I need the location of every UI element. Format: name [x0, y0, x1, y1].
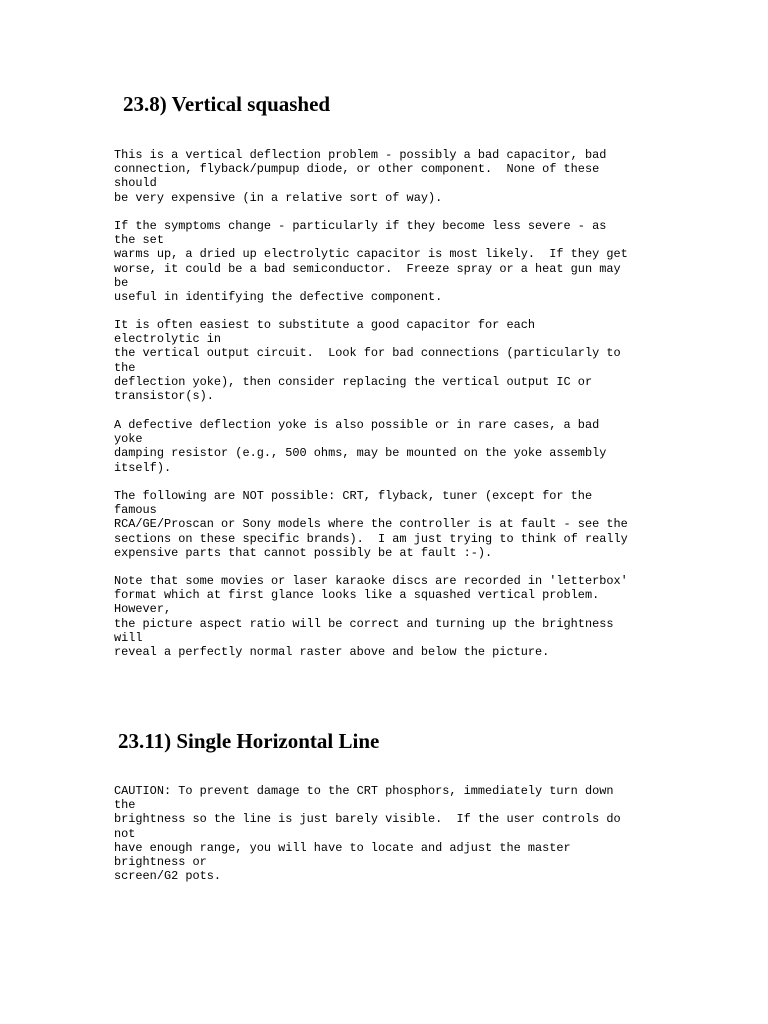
- paragraph-not-possible: The following are NOT possible: CRT, flyback, tuner (except for the famous RCA/GE/Proscan or Sony models where the controller is at fault - see the sections on these specific brands). I am just trying to think of really expensive parts that cannot possibly be at fault :-).: [114, 489, 628, 560]
- section-heading-vertical-squashed: 23.8) Vertical squashed: [123, 92, 331, 116]
- paragraph-substitute-capacitor: It is often easiest to substitute a good capacitor for each electrolytic in the vertical output circuit. Look for bad connections (particularly to the deflection yoke), then consider replacing the vertical output IC or transistor(s).: [114, 318, 621, 404]
- paragraph-deflection-problem: This is a vertical deflection problem - possibly a bad capacitor, bad connection, flyback/pumpup diode, or other component. None of these should be very expensive (in a relative sort of way).: [114, 148, 607, 205]
- paragraph-defective-yoke: A defective deflection yoke is also possible or in rare cases, a bad yoke damping resistor (e.g., 500 ohms, may be mounted on the yoke assembly itself).: [114, 418, 607, 475]
- paragraph-letterbox-note: Note that some movies or laser karaoke discs are recorded in 'letterbox' format which at first glance looks like a squashed vertical problem. However, the picture aspect ratio will be correct and turning up the brightness will reveal a perfectly normal raster above and below the picture.: [114, 574, 628, 660]
- paragraph-caution: CAUTION: To prevent damage to the CRT phosphors, immediately turn down the brightness so the line is just barely visible. If the user controls do not have enough range, you will have to locate and adjust the master brightness or screen/G2 pots.: [114, 784, 621, 884]
- section-heading-single-horizontal-line: 23.11) Single Horizontal Line: [118, 729, 380, 753]
- paragraph-symptoms-change: If the symptoms change - particularly if they become less severe - as the set warms up, a dried up electrolytic capacitor is most likely. If they get worse, it could be a bad semiconductor. Freeze spray or a heat gun may be useful in identifying the defective component.: [114, 219, 628, 305]
